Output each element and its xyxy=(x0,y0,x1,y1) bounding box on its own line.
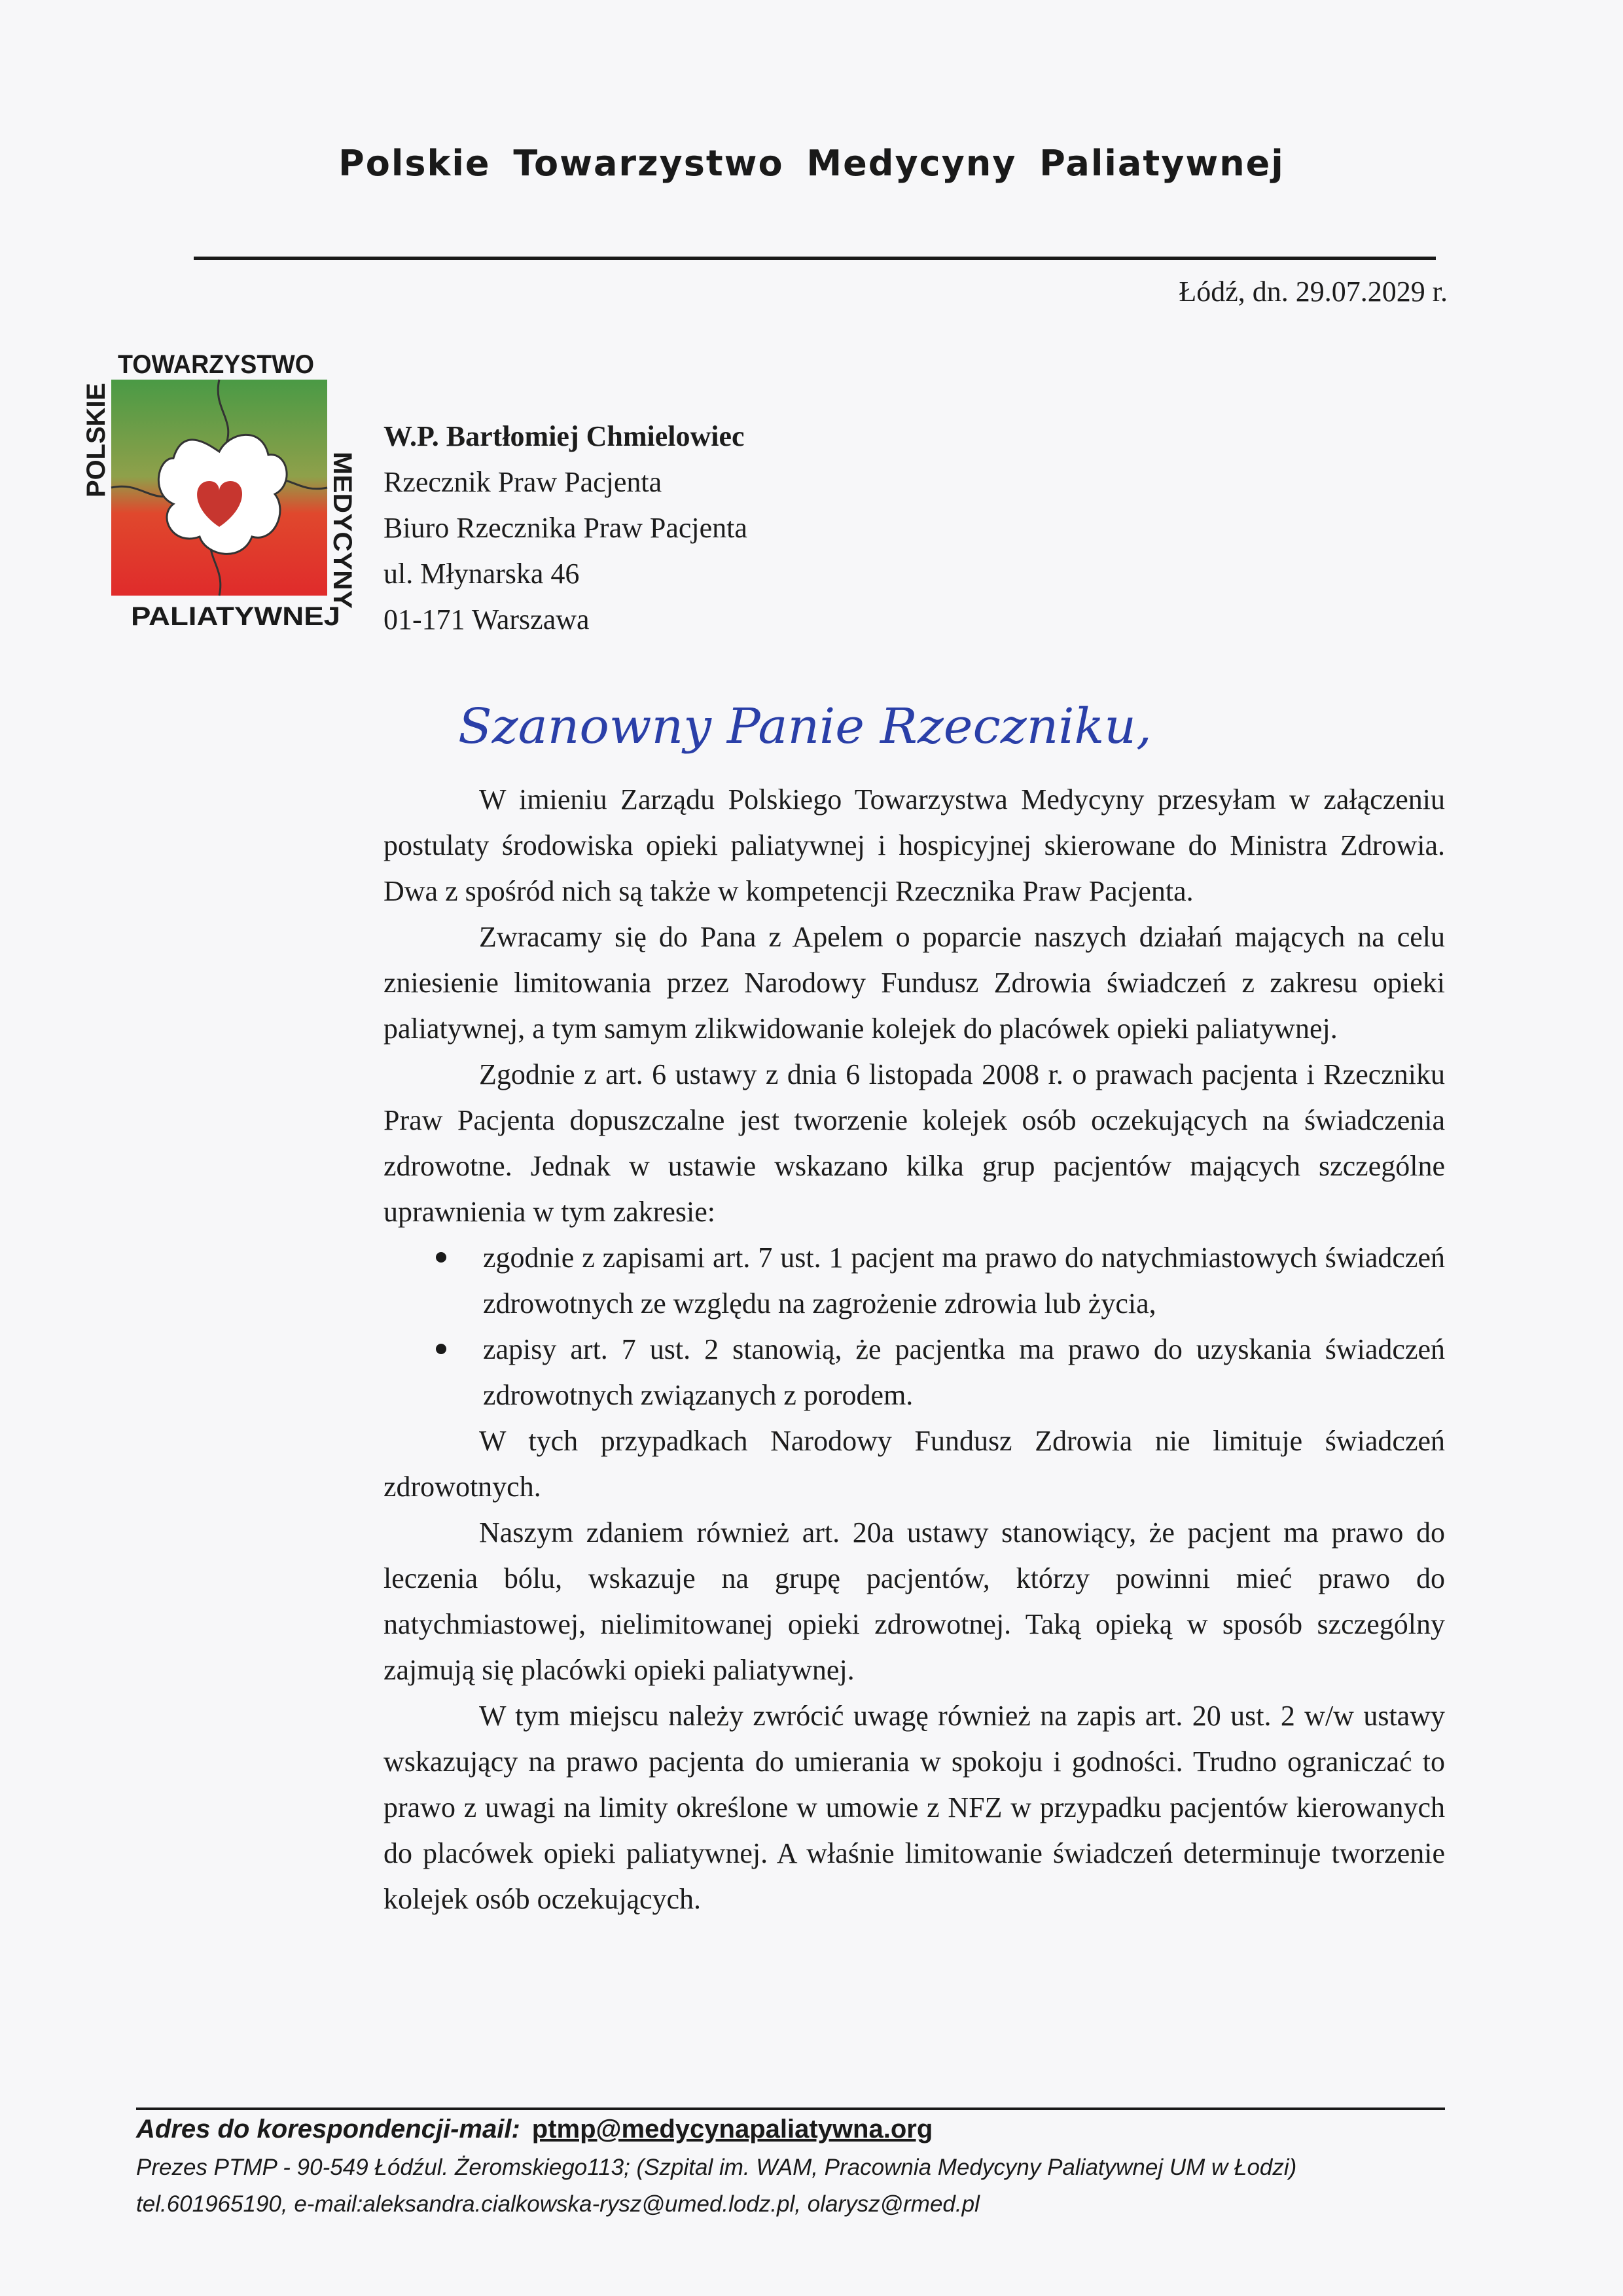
logo-top-text: TOWARZYSTWO xyxy=(118,350,314,379)
bullet-icon xyxy=(436,1252,446,1263)
paragraph-1: W imieniu Zarządu Polskiego Towarzystwa Medycyny przesyłam w załączeniu postulaty środowiska opieki paliatywnej i hospicyjnej skierowane do Ministra Zdrowia. Dwa z spośród nich są także w kompetencji Rzecznika Praw Pacjenta. xyxy=(383,783,1445,907)
paragraph-3: Zgodnie z art. 6 ustawy z dnia 6 listopada 2008 r. o prawach pacjenta i Rzeczniku Praw Pacjenta dopuszczalne jest tworzenie kolejek osób oczekujących na świadczenia zdrowotne. Jednak w ustawie wskazano kilka grup pacjentów mających szczególne uprawnienia w tym zakresie: xyxy=(383,1058,1445,1228)
bullet-text: zapisy art. 7 ust. 2 stanowią, że pacjentka ma prawo do uzyskania świadczeń zdrowotnych związanych z porodem. xyxy=(483,1333,1445,1411)
bullet-text: zgodnie z zapisami art. 7 ust. 1 pacjent ma prawo do natychmiastowych świadczeń zdrowotnych ze względu na zagrożenie zdrowia lub życia, xyxy=(483,1242,1445,1319)
handwritten-salutation xyxy=(458,681,1178,772)
list-item xyxy=(383,1235,1445,1327)
paragraph-5: Naszym zdaniem również art. 20a ustawy stanowiący, że pacjent ma prawo do leczenia bólu, wskazuje na grupę pacjentów, którzy powinni mieć prawo do natychmiastowej, nielimitowanej opieki zdrowotnej. Taką opieką w sposób szczególny zajmują się placówki opieki paliatywnej. xyxy=(383,1516,1445,1686)
recipient-address xyxy=(383,414,747,643)
place-date: Łódź, dn. 29.07.2029 r. xyxy=(1179,276,1448,308)
organization-title: Polskie Towarzystwo Medycyny Paliatywnej xyxy=(338,143,1285,184)
recipient-city: 01-171 Warszawa xyxy=(383,603,590,636)
paragraph-6: W tym miejscu należy zwrócić uwagę również na zapis art. 20 ust. 2 w/w ustawy wskazujący na prawo pacjenta do umierania w spokoju i godności. Trudno ograniczać to prawo z uwagi na limity określone w umowie z NFZ w przypadku pacjentów kierowanych do placówek opieki paliatywnej. A właśnie limitowanie świadczeń determinuje tworzenie kolejek osób oczekujących. xyxy=(383,1700,1445,1915)
bullet-list xyxy=(383,1235,1445,1418)
bullet-icon xyxy=(436,1344,446,1354)
correspondence-address xyxy=(136,2109,1484,2149)
address-email[interactable]: ptmp@medycynapaliatywna.org xyxy=(531,2115,933,2144)
letter-footer xyxy=(136,2109,1484,2223)
recipient-title: Rzecznik Praw Pacjenta xyxy=(383,466,662,498)
logo-bottom-text: PALIATYWNEJ xyxy=(131,602,340,631)
logo-right-text: MEDYCYNY xyxy=(328,452,357,600)
paragraph-4: W tych przypadkach Narodowy Fundusz Zdrowia nie limituje świadczeń zdrowotnych. xyxy=(383,1425,1445,1503)
paragraph-2: Zwracamy się do Pana z Apelem o poparcie naszych działań mających na celu zniesienie limitowania przez Narodowy Fundusz Zdrowia świadczeń z zakresu opieki paliatywnej, a tym samym zlikwidowanie kolejek do placówek opieki paliatywnej. xyxy=(383,921,1445,1045)
recipient-office: Biuro Rzecznika Praw Pacjenta xyxy=(383,512,747,544)
logo-left-text: POLSKIE xyxy=(82,382,111,497)
contact-line: tel.601965190, e-mail:aleksandra.cialkowska-rysz@umed.lodz.pl, olarysz@rmed.pl xyxy=(136,2191,980,2217)
recipient-name: W.P. Bartłomiej Chmielowiec xyxy=(383,420,745,452)
ptmp-logo xyxy=(79,347,366,648)
recipient-street: ul. Młynarska 46 xyxy=(383,558,580,590)
salutation-text: Szanowny Panie Rzeczniku, xyxy=(458,698,1152,755)
title-divider xyxy=(194,257,1436,260)
address-label: Adres do korespondencji-mail: xyxy=(136,2115,520,2144)
list-item xyxy=(383,1327,1445,1418)
letter-body xyxy=(383,777,1445,1922)
president-address: Prezes PTMP - 90-549 Łódźul. Żeromskiego113; (Szpital im. WAM, Pracownia Medycyny Paliatywnej UM w Łodzi) xyxy=(136,2155,1297,2180)
